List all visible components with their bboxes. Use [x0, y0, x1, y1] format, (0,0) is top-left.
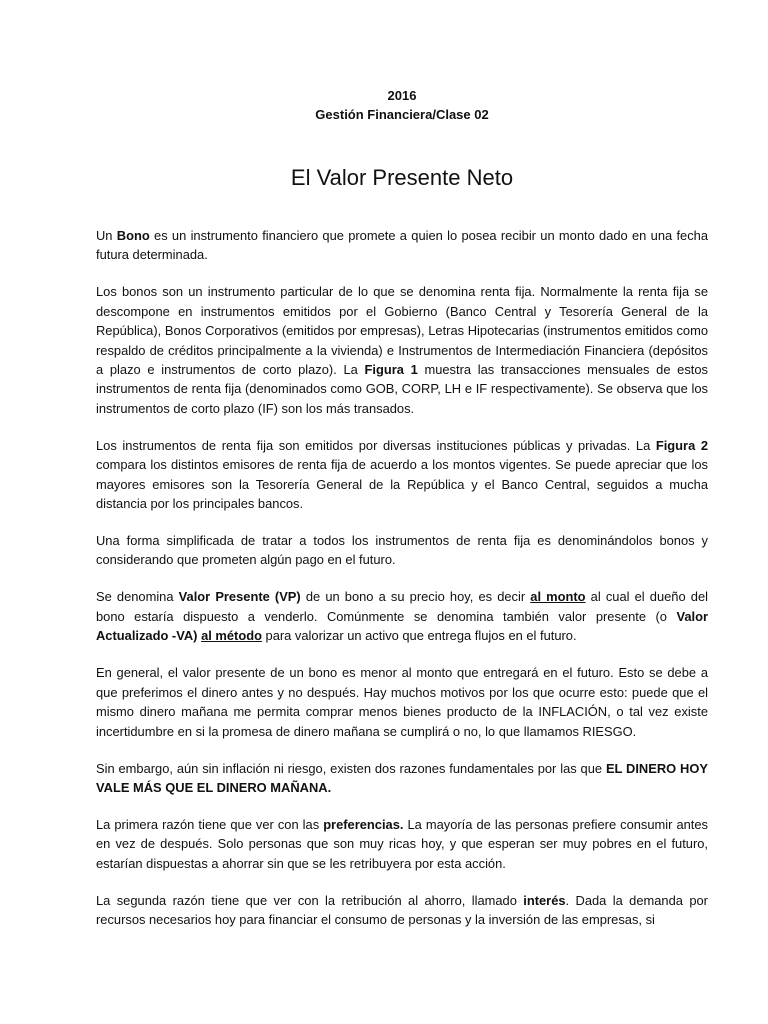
text: compara los distintos emisores de renta fija de acuerdo a los montos vigentes. Se puede apreciar que los mayores emisores son la Tesorería General de la República y el Banco Central, seguidos a mucha distancia por los principales bancos. — [96, 457, 708, 512]
text: muestra las transacciones mensuales de estos instrumentos de renta fija (denominados como GOB, CORP, LH e IF respectivamente). Se observa que los instrumentos de corto plazo (IF) son los más transados. — [96, 362, 708, 416]
bold-statement: EL DINERO HOY VALE MÁS QUE EL DINERO MAÑANA. — [96, 760, 708, 795]
bold-term: Valor Actualizado -VA) — [96, 608, 708, 644]
paragraph-renta-fija — [96, 282, 708, 418]
text: Sin embargo, aún sin inflación ni riesgo, existen dos razones fundamentales por las que — [96, 760, 606, 776]
paragraph-razones — [96, 759, 708, 798]
bold-term: interés — [523, 892, 566, 908]
page-title: El Valor Presente Neto — [290, 165, 514, 190]
underlined-term: al monto — [530, 589, 586, 605]
document-year: 2016 — [387, 88, 417, 103]
paragraph-emisores — [96, 436, 708, 514]
text: Un — [96, 228, 117, 243]
text: Los instrumentos de renta fija son emitidos por diversas instituciones públicas y privadas. La — [96, 437, 656, 453]
bold-term: Figura 2 — [655, 437, 708, 453]
bold-term: preferencias. — [323, 816, 404, 832]
paragraph-bono-definition — [96, 226, 708, 265]
bold-term: Figura 1 — [364, 362, 418, 378]
text: de un bono a su precio hoy, es decir — [300, 589, 531, 605]
text: . Dada la demanda por recursos necesarios hoy para financiar el consumo de personas y la inversión de las empresas, si — [96, 892, 708, 928]
text: es un instrumento financiero que promete a quien lo posea recibir un monto dado en una fecha futura determinada. — [96, 228, 708, 263]
paragraph-interes — [96, 891, 708, 930]
text: Una forma simplificada de tratar a todos los instrumentos de renta fija es denominándolos bonos y considerando que prometen algún pago en el futuro. — [96, 533, 708, 568]
course-subtitle: Gestión Financiera/Clase 02 — [315, 107, 489, 122]
paragraph-valor-presente — [96, 587, 708, 645]
text: al cual el dueño del bono estaría dispuesto a venderlo. Comúnmente se denomina también valor presente (o — [96, 589, 708, 624]
text: En general, el valor presente de un bono es menor al monto que entregará en el futuro. Esto se debe a que preferimos el dinero antes y no después. Hay muchos motivos por los que ocurre esto: puede que el mismo dinero mañana me permita comprar menos bienes producto de la INFLACIÓN, o tal vez existe incertidumbre en si la promesa de dinero mañana se cumplirá o no, lo que llamamos RIESGO. — [96, 665, 708, 739]
text: Los bonos son un instrumento particular de lo que se denomina renta fija. Normalmente la renta fija se descompone en instrumentos emitidos por el Gobierno (Banco Central y Tesorería General de la República), Bonos Corporativos (emitidos por empresas), Letras Hipotecarias (instrumentos emitidos como respaldo de créditos principalmente a la vivienda) e Instrumentos de Intermediación Financiera (depósitos a plazo e instrumentos de corto plazo). La — [96, 284, 708, 378]
text: La segunda razón tiene que ver con la retribución al ahorro, llamado — [96, 892, 524, 908]
underlined-term: al método — [201, 628, 262, 644]
bold-term: Bono — [116, 228, 150, 243]
paragraph-preferencias — [96, 815, 708, 873]
text: para valorizar un activo que entrega flujos en el futuro. — [261, 628, 577, 644]
text: La mayoría de las personas prefiere consumir antes en vez de después. Solo personas que son muy ricas hoy, y que esperan ser muy pobres en el futuro, estarían dispuestas a ahorrar sin que se les retribuyera por esta acción. — [96, 816, 709, 871]
bold-term: Valor Presente (VP) — [178, 589, 301, 605]
text: Se denomina — [96, 589, 179, 605]
text: La primera razón tiene que ver con las — [96, 816, 324, 832]
paragraph-inflacion-riesgo — [96, 663, 708, 741]
paragraph-simplificacion — [96, 531, 708, 570]
document-page — [96, 86, 708, 947]
